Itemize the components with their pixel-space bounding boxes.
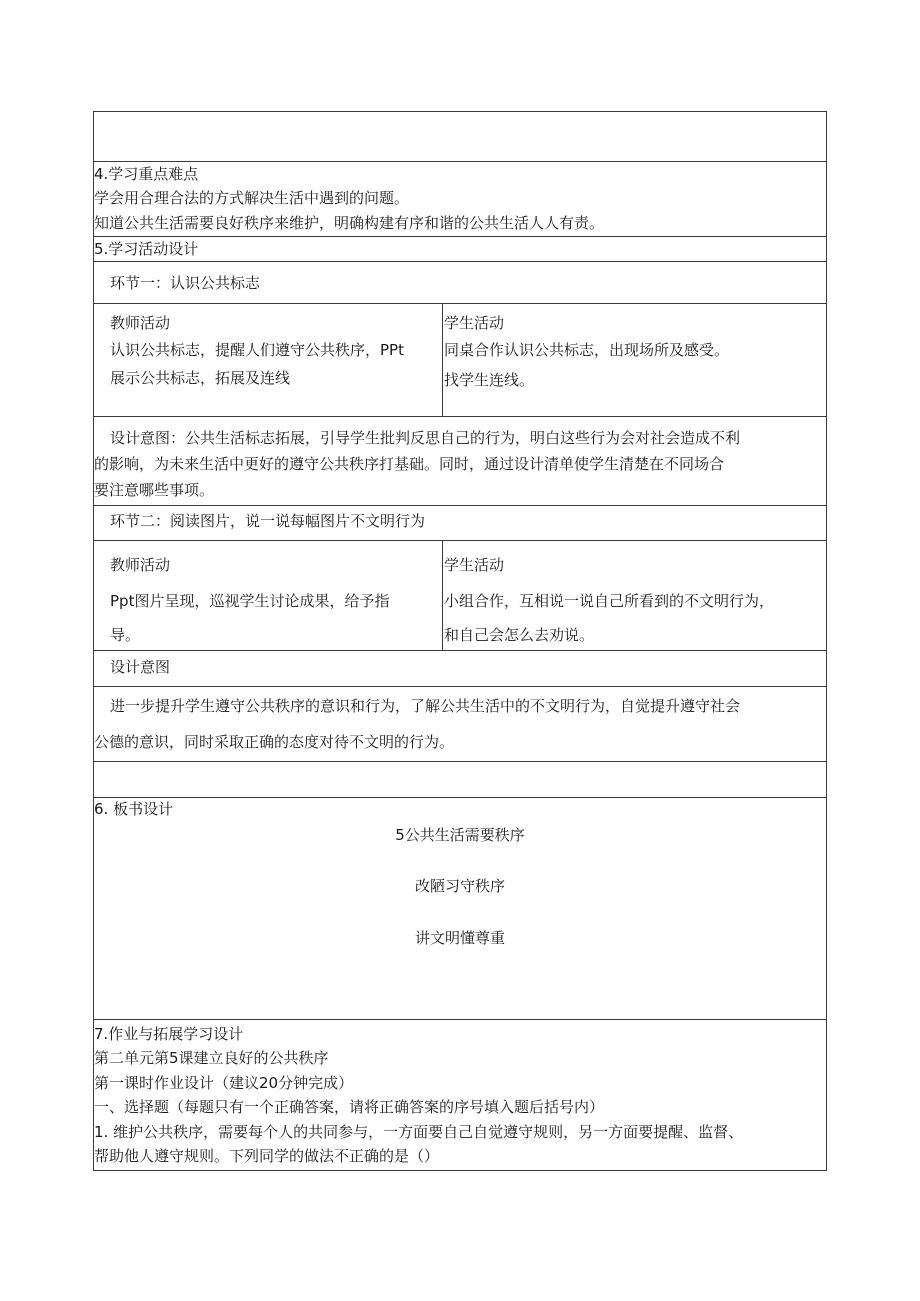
student-activity-cell — [443, 541, 826, 650]
text-line: 认识公共标志，提醒人们遵守公共秩序，PPt — [110, 341, 404, 359]
board-line: 讲文明懂尊重 — [414, 929, 505, 947]
text-line: 找学生连线。 — [444, 371, 535, 389]
text-line: 的影响，为未来生活中更好的遵守公共秩序打基础。同时，通过设计清单使学生清楚在不同场合 — [94, 455, 725, 473]
teacher-activity-label: 教师活动 — [110, 556, 171, 574]
section-heading: 4.学习重点难点 — [94, 165, 199, 183]
teacher-activity-label: 教师活动 — [110, 314, 171, 332]
text-line: 公德的意识，同时采取正确的态度对待不文明的行为。 — [94, 733, 455, 751]
step2-intent-title-row — [93, 651, 827, 687]
text-line: 设计意图：公共生活标志拓展，引导学生批判反思自己的行为，明白这些行为会对社会造成不利 — [110, 429, 741, 447]
text-line: 导。 — [110, 626, 141, 644]
step1-intent-row — [93, 417, 827, 506]
text-line: 第一课时作业设计（建议20分钟完成） — [94, 1074, 354, 1092]
text-line: 知道公共生活需要良好秩序来维护，明确构建有序和谐的公共生活人人有责。 — [94, 214, 605, 232]
text-line: 要注意哪些事项。 — [94, 481, 215, 499]
text-line: Ppt图片呈现，巡视学生讨论成果，给予指 — [110, 592, 390, 610]
text-line: 学会用合理合法的方式解决生活中遇到的问题。 — [94, 189, 410, 207]
question-text: 1. 维护公共秩序，需要每个人的共同参与，一方面要自己自觉遵守规则，另一方面要提醒、监督、 — [94, 1123, 744, 1141]
teacher-activity-cell — [94, 541, 443, 650]
section-heading: 5.学习活动设计 — [94, 240, 199, 258]
activity-design-heading-row — [93, 237, 827, 262]
step2-intent-row — [93, 687, 827, 762]
question-text: 帮助他人遵守规则。下列同学的做法不正确的是（） — [94, 1147, 440, 1165]
text-line: 第二单元第5课建立良好的公共秩序 — [94, 1049, 329, 1067]
key-difficult-points-section — [93, 162, 827, 237]
board-title: 5公共生活需要秩序 — [395, 826, 525, 844]
text-line: 小组合作，互相说一说自己所看到的不文明行为， — [444, 592, 775, 610]
student-activity-label: 学生活动 — [444, 556, 505, 574]
text-line: 同桌合作认识公共标志，出现场所及感受。 — [444, 341, 730, 359]
empty-row — [93, 762, 827, 798]
intent-title: 设计意图 — [110, 658, 171, 676]
step1-title-row — [93, 262, 827, 304]
lesson-plan-table — [93, 111, 827, 1171]
teacher-activity-cell — [94, 304, 443, 416]
empty-top-row — [93, 111, 827, 162]
student-activity-label: 学生活动 — [444, 314, 505, 332]
section-heading: 6. 板书设计 — [94, 800, 174, 818]
board-design-section — [93, 798, 827, 1020]
homework-design-section — [93, 1020, 827, 1171]
section-heading: 7.作业与拓展学习设计 — [94, 1025, 244, 1043]
step-title: 环节一：认识公共标志 — [110, 274, 261, 292]
step2-title-row — [93, 506, 827, 541]
step-title: 环节二：阅读图片，说一说每幅图片不文明行为 — [110, 512, 426, 530]
text-line: 展示公共标志，拓展及连线 — [110, 369, 291, 387]
text-line: 进一步提升学生遵守公共秩序的意识和行为，了解公共生活中的不文明行为，自觉提升遵守社会 — [110, 697, 741, 715]
step1-activities-row — [93, 304, 827, 417]
step2-activities-row — [93, 541, 827, 651]
text-line: 和自己会怎么去劝说。 — [444, 626, 595, 644]
text-line: 一、选择题（每题只有一个正确答案，请将正确答案的序号填入题后括号内） — [94, 1098, 605, 1116]
board-line: 改陋习守秩序 — [414, 877, 505, 895]
student-activity-cell — [443, 304, 826, 416]
